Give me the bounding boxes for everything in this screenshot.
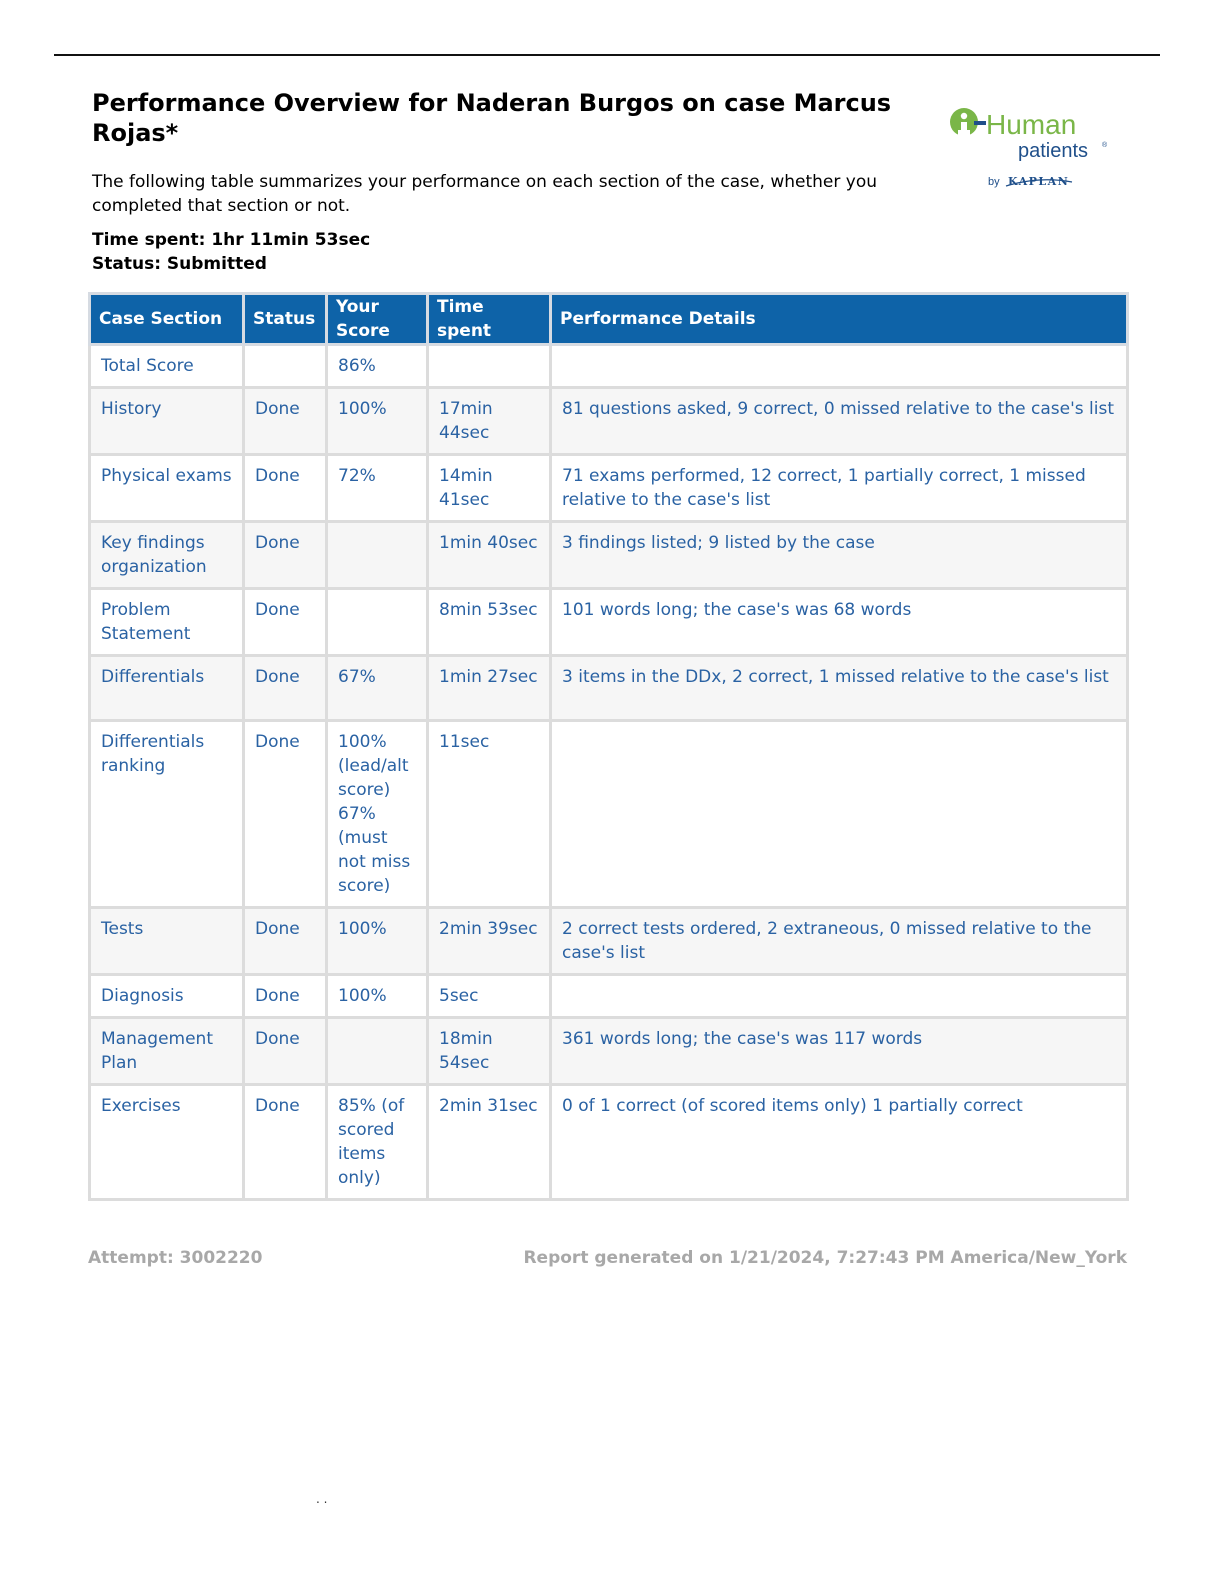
table-row: [90, 522, 1128, 589]
summary-text: The following table summarizes your performance on each section of the case, whether you completed that section or not.: [92, 172, 877, 216]
cell-status: Done: [244, 455, 327, 522]
cell-section: Problem Statement: [90, 589, 244, 656]
cell-score: 100%: [327, 908, 428, 975]
logo-brand-bottom: patients: [1018, 140, 1089, 162]
cell-status: Done: [244, 656, 327, 721]
cell-score: [327, 589, 428, 656]
cell-time: 17min 44sec: [428, 388, 551, 455]
cell-time: 14min 41sec: [428, 455, 551, 522]
cell-section: Differentials: [90, 656, 244, 721]
cell-section: Physical exams: [90, 455, 244, 522]
cell-section: Differentials ranking: [90, 721, 244, 908]
cell-score: 85% (of scored items only): [327, 1085, 428, 1200]
cell-score: 100% (lead/alt score) 67% (must not miss score): [327, 721, 428, 908]
ihuman-logo: [944, 102, 1114, 198]
ihuman-logo-graphic: [944, 102, 1114, 198]
table-row: [90, 455, 1128, 522]
performance-table: [88, 292, 1129, 1201]
table-row: [90, 908, 1128, 975]
cell-score: 67%: [327, 656, 428, 721]
cell-time: 1min 40sec: [428, 522, 551, 589]
table-row: [90, 388, 1128, 455]
cell-section: Key findings organization: [90, 522, 244, 589]
column-header-time: Time spent: [428, 294, 551, 345]
cell-status: Done: [244, 721, 327, 908]
table-row: [90, 721, 1128, 908]
cell-details: 71 exams performed, 12 correct, 1 partially correct, 1 missed relative to the case's list: [551, 455, 1128, 522]
cell-details: [551, 721, 1128, 908]
cell-details: 361 words long; the case's was 117 words: [551, 1018, 1128, 1085]
cell-time: 1min 27sec: [428, 656, 551, 721]
cell-status: Done: [244, 589, 327, 656]
cell-section: Tests: [90, 908, 244, 975]
page-title: Performance Overview for Naderan Burgos on case Marcus Rojas*: [92, 89, 892, 147]
cell-details: [551, 345, 1128, 388]
cell-time: 5sec: [428, 975, 551, 1018]
cell-details: 81 questions asked, 9 correct, 0 missed relative to the case's list: [551, 388, 1128, 455]
cell-section: Diagnosis: [90, 975, 244, 1018]
cell-status: Done: [244, 975, 327, 1018]
logo-by: by: [988, 176, 1000, 188]
cell-status: Done: [244, 522, 327, 589]
status-line: Status: Submitted: [92, 254, 267, 274]
cell-details: 3 findings listed; 9 listed by the case: [551, 522, 1128, 589]
cell-status: Done: [244, 388, 327, 455]
cell-time: 8min 53sec: [428, 589, 551, 656]
logo-partner: KAPLAN: [1008, 175, 1070, 188]
cell-status: Done: [244, 1018, 327, 1085]
stray-mark: . .: [316, 1492, 328, 1506]
attempt-id: Attempt: 3002220: [88, 1248, 263, 1268]
top-rule: [54, 54, 1160, 56]
cell-details: 0 of 1 correct (of scored items only) 1 partially correct: [551, 1085, 1128, 1200]
logo-brand-top: Human: [986, 109, 1077, 140]
logo-i-stem-icon: [961, 122, 967, 136]
cell-status: [244, 345, 327, 388]
table-row: [90, 975, 1128, 1018]
table-row: [90, 345, 1128, 388]
time-spent: Time spent: 1hr 11min 53sec: [92, 230, 371, 250]
cell-score: [327, 1018, 428, 1085]
cell-score: 100%: [327, 975, 428, 1018]
cell-time: 18min 54sec: [428, 1018, 551, 1085]
cell-time: 2min 39sec: [428, 908, 551, 975]
cell-section: Total Score: [90, 345, 244, 388]
cell-section: Management Plan: [90, 1018, 244, 1085]
cell-score: 86%: [327, 345, 428, 388]
attempt-meta: [92, 228, 370, 276]
table-row: [90, 656, 1128, 721]
cell-status: Done: [244, 1085, 327, 1200]
cell-status: Done: [244, 908, 327, 975]
cell-details: [551, 975, 1128, 1018]
column-header-case-section: Case Section: [90, 294, 244, 345]
report-generated: Report generated on 1/21/2024, 7:27:43 PM America/New_York: [523, 1248, 1127, 1268]
cell-details: 2 correct tests ordered, 2 extraneous, 0 missed relative to the case's list: [551, 908, 1128, 975]
cell-score: [327, 522, 428, 589]
table-row: [90, 1085, 1128, 1200]
cell-score: 100%: [327, 388, 428, 455]
cell-time: 2min 31sec: [428, 1085, 551, 1200]
logo-i-dot-icon: [961, 113, 967, 119]
logo-tm: ®: [1102, 142, 1108, 149]
cell-section: History: [90, 388, 244, 455]
cell-score: 72%: [327, 455, 428, 522]
table-header-row: [90, 294, 1128, 345]
table-row: [90, 589, 1128, 656]
cell-time: [428, 345, 551, 388]
cell-section: Exercises: [90, 1085, 244, 1200]
column-header-status: Status: [244, 294, 327, 345]
column-header-score: Your Score: [327, 294, 428, 345]
cell-time: 11sec: [428, 721, 551, 908]
column-header-details: Performance Details: [551, 294, 1128, 345]
cell-details: 101 words long; the case's was 68 words: [551, 589, 1128, 656]
logo-dash-icon: [974, 121, 986, 125]
cell-details: 3 items in the DDx, 2 correct, 1 missed relative to the case's list: [551, 656, 1128, 721]
table-row: [90, 1018, 1128, 1085]
